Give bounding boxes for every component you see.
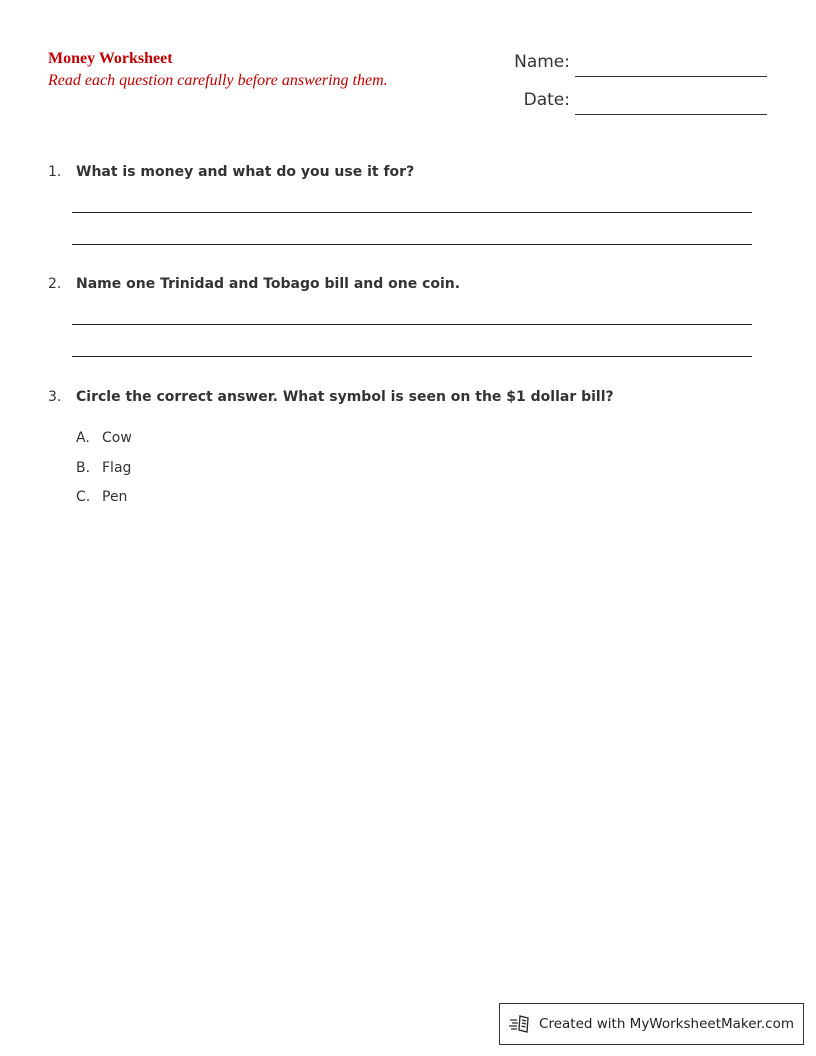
option-text: Pen	[102, 489, 128, 505]
question-number: 3.	[48, 389, 62, 405]
question-text: What is money and what do you use it for?	[76, 164, 415, 180]
worksheet-title: Money Worksheet	[48, 50, 173, 67]
question-number: 2.	[48, 276, 62, 292]
date-field-line[interactable]	[575, 114, 767, 115]
footer-credit-text: Created with MyWorksheetMaker.com	[539, 1016, 794, 1032]
footer-credit[interactable]	[499, 1003, 804, 1045]
worksheet-instructions: Read each question carefully before answering them.	[48, 72, 388, 89]
answer-line[interactable]	[72, 324, 752, 325]
question-number: 1.	[48, 164, 62, 180]
option-letter: C.	[76, 489, 91, 505]
answer-line[interactable]	[72, 244, 752, 245]
name-label: Name:	[514, 52, 570, 72]
question-text: Name one Trinidad and Tobago bill and one coin.	[76, 276, 461, 292]
option-letter: A.	[76, 430, 90, 446]
date-label: Date:	[523, 90, 570, 110]
option-text: Flag	[102, 460, 132, 476]
option-text: Cow	[102, 430, 132, 446]
answer-line[interactable]	[72, 212, 752, 213]
option-letter: B.	[76, 460, 91, 476]
worksheet-maker-logo-icon	[509, 1014, 533, 1034]
name-field-line[interactable]	[575, 76, 767, 77]
question-text: Circle the correct answer. What symbol is seen on the $1 dollar bill?	[76, 389, 614, 405]
answer-line[interactable]	[72, 356, 752, 357]
